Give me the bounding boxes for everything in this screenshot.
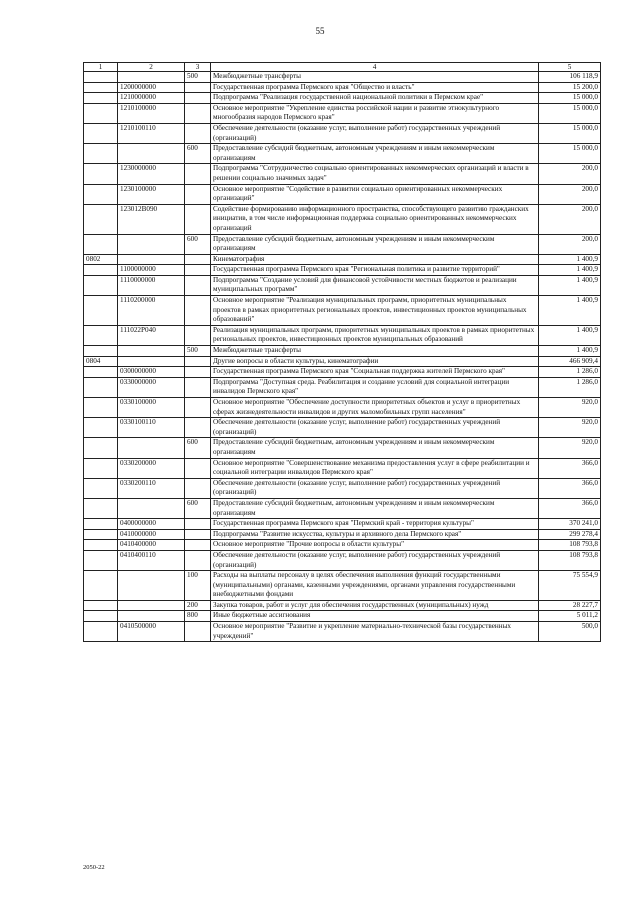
table-row: [84, 498, 601, 518]
table-row: [84, 600, 601, 611]
table-row: [84, 519, 601, 530]
expense-type-cell: [185, 82, 211, 93]
target-code-cell: [118, 611, 185, 622]
table-header-row: [84, 63, 601, 72]
section-cell: [84, 519, 118, 530]
page-number: 55: [315, 26, 325, 36]
header-col-4: 4: [211, 63, 539, 72]
description-cell: Обеспечение деятельности (оказание услуг, выполнение работ) государственных учреждений (организаций): [211, 478, 539, 498]
header-col-2: 2: [118, 63, 185, 72]
section-cell: [84, 458, 118, 478]
target-code-cell: [118, 498, 185, 518]
amount-cell: 1 400,9: [539, 296, 601, 326]
table-row: [84, 103, 601, 123]
description-cell: Основное мероприятие "Обеспечение доступности приоритетных объектов и услуг в приоритетных сферах жизнедеятельности инвалидов и других маломобильных групп населения": [211, 398, 539, 418]
target-code-cell: 0330000000: [118, 377, 185, 397]
expense-type-cell: [185, 204, 211, 234]
expense-type-cell: [185, 164, 211, 184]
table-row: [84, 164, 601, 184]
section-cell: [84, 622, 118, 642]
description-cell: Основное мероприятие "Развитие и укрепление материально-технической базы государственных учреждений": [211, 622, 539, 642]
table-row: [84, 265, 601, 276]
expense-type-cell: [185, 377, 211, 397]
table-row: [84, 611, 601, 622]
section-cell: [84, 164, 118, 184]
table-body: [84, 72, 601, 642]
section-cell: [84, 346, 118, 357]
target-code-cell: [118, 72, 185, 83]
section-cell: [84, 529, 118, 540]
description-cell: Подпрограмма "Сотрудничество социально ориентированных некоммерческих организаций и власти в решении социально значимых задач": [211, 164, 539, 184]
amount-cell: 15 000,0: [539, 144, 601, 164]
amount-cell: 1 400,9: [539, 275, 601, 295]
expense-type-cell: [185, 356, 211, 367]
section-cell: [84, 611, 118, 622]
target-code-cell: 1210000000: [118, 93, 185, 104]
expense-type-cell: 100: [185, 571, 211, 601]
section-cell: [84, 93, 118, 104]
amount-cell: 370 241,0: [539, 519, 601, 530]
expense-type-cell: [185, 93, 211, 104]
table-row: [84, 529, 601, 540]
target-code-cell: 1230100000: [118, 184, 185, 204]
target-code-cell: [118, 356, 185, 367]
table-row: [84, 622, 601, 642]
amount-cell: 15 000,0: [539, 103, 601, 123]
section-cell: [84, 234, 118, 254]
amount-cell: 200,0: [539, 204, 601, 234]
section-cell: [84, 571, 118, 601]
description-cell: Межбюджетные трансферты: [211, 72, 539, 83]
description-cell: Основное мероприятие "Укрепление единства российской нации и развитие этнокультурного многообразия народов Пермского края": [211, 103, 539, 123]
description-cell: Предоставление субсидий бюджетным, автономным учреждениям и иным некоммерческим организациям: [211, 438, 539, 458]
table-row: [84, 275, 601, 295]
amount-cell: 366,0: [539, 478, 601, 498]
target-code-cell: 1100000000: [118, 265, 185, 276]
target-code-cell: [118, 438, 185, 458]
table-row: [84, 72, 601, 83]
expense-type-cell: [185, 540, 211, 551]
target-code-cell: [118, 254, 185, 265]
description-cell: Основное мероприятие "Реализация муниципальных программ, приоритетных муниципальных проектов в рамках приоритетных региональных проектов, инвестиционных проектов муниципальных образований": [211, 296, 539, 326]
expense-type-cell: [185, 478, 211, 498]
expense-type-cell: [185, 519, 211, 530]
description-cell: Обеспечение деятельности (оказание услуг, выполнение работ) государственных учреждений (организаций): [211, 123, 539, 143]
table-row: [84, 367, 601, 378]
description-cell: Государственная программа Пермского края "Общество и власть": [211, 82, 539, 93]
target-code-cell: 1210100110: [118, 123, 185, 143]
target-code-cell: 1200000000: [118, 82, 185, 93]
amount-cell: 920,0: [539, 418, 601, 438]
target-code-cell: 0410000000: [118, 529, 185, 540]
footer-document-code: 2050-22: [83, 864, 105, 871]
table-row: [84, 325, 601, 345]
expense-type-cell: 600: [185, 234, 211, 254]
expense-type-cell: [185, 103, 211, 123]
section-cell: [84, 103, 118, 123]
header-col-1: 1: [84, 63, 118, 72]
section-cell: [84, 498, 118, 518]
section-cell: [84, 123, 118, 143]
amount-cell: 108 793,8: [539, 540, 601, 551]
amount-cell: 366,0: [539, 498, 601, 518]
description-cell: Обеспечение деятельности (оказание услуг, выполнение работ) государственных учреждений (организаций): [211, 550, 539, 570]
amount-cell: 920,0: [539, 438, 601, 458]
description-cell: Межбюджетные трансферты: [211, 346, 539, 357]
expense-type-cell: 600: [185, 498, 211, 518]
section-cell: [84, 265, 118, 276]
target-code-cell: 0410400110: [118, 550, 185, 570]
expense-type-cell: [185, 123, 211, 143]
section-cell: [84, 478, 118, 498]
table-row: [84, 204, 601, 234]
table-row: [84, 571, 601, 601]
target-code-cell: [118, 571, 185, 601]
expense-type-cell: [185, 184, 211, 204]
target-code-cell: 0330200000: [118, 458, 185, 478]
budget-table: [83, 62, 601, 642]
section-cell: [84, 72, 118, 83]
section-cell: [84, 184, 118, 204]
expense-type-cell: [185, 367, 211, 378]
section-cell: [84, 367, 118, 378]
description-cell: Государственная программа Пермского края "Социальная поддержка жителей Пермского края": [211, 367, 539, 378]
amount-cell: 28 227,7: [539, 600, 601, 611]
expense-type-cell: [185, 296, 211, 326]
description-cell: Реализация муниципальных программ, приоритетных муниципальных проектов в рамках приоритетных региональных проектов, инвестиционных проектов муниципальных образований: [211, 325, 539, 345]
amount-cell: 106 118,9: [539, 72, 601, 83]
description-cell: Предоставление субсидий бюджетным, автономным учреждениям и иным некоммерческим организациям: [211, 498, 539, 518]
expense-type-cell: [185, 254, 211, 265]
amount-cell: 200,0: [539, 234, 601, 254]
description-cell: Иные бюджетные ассигнования: [211, 611, 539, 622]
target-code-cell: 1110000000: [118, 275, 185, 295]
section-cell: [84, 82, 118, 93]
section-cell: [84, 144, 118, 164]
table-row: [84, 184, 601, 204]
header-col-3: 3: [185, 63, 211, 72]
description-cell: Основное мероприятие "Содействие в развитии социально ориентированных некоммерческих организаций": [211, 184, 539, 204]
table-row: [84, 356, 601, 367]
target-code-cell: 1210100000: [118, 103, 185, 123]
description-cell: Кинематография: [211, 254, 539, 265]
expense-type-cell: [185, 325, 211, 345]
section-cell: [84, 377, 118, 397]
description-cell: Предоставление субсидий бюджетным, автономным учреждениям и иным некоммерческим организациям: [211, 234, 539, 254]
expense-type-cell: [185, 529, 211, 540]
amount-cell: 200,0: [539, 184, 601, 204]
expense-type-cell: [185, 275, 211, 295]
amount-cell: 466 909,4: [539, 356, 601, 367]
table-row: [84, 254, 601, 265]
description-cell: Подпрограмма "Доступная среда. Реабилитация и создание условий для социальной интеграции инвалидов Пермского края": [211, 377, 539, 397]
section-cell: 0804: [84, 356, 118, 367]
description-cell: Государственная программа Пермского края "Региональная политика и развитие территорий": [211, 265, 539, 276]
target-code-cell: 0330200110: [118, 478, 185, 498]
expense-type-cell: [185, 458, 211, 478]
table-row: [84, 234, 601, 254]
amount-cell: 15 200,0: [539, 82, 601, 93]
expense-type-cell: [185, 398, 211, 418]
table-row: [84, 82, 601, 93]
target-code-cell: 111022P040: [118, 325, 185, 345]
table-row: [84, 346, 601, 357]
description-cell: Основное мероприятие "Прочие вопросы в области культуры": [211, 540, 539, 551]
target-code-cell: 0410400000: [118, 540, 185, 551]
amount-cell: 108 793,8: [539, 550, 601, 570]
section-cell: [84, 296, 118, 326]
target-code-cell: 0330100110: [118, 418, 185, 438]
section-cell: [84, 418, 118, 438]
table-row: [84, 458, 601, 478]
target-code-cell: 0410500000: [118, 622, 185, 642]
expense-type-cell: 200: [185, 600, 211, 611]
header-col-5: 5: [539, 63, 601, 72]
target-code-cell: 1110200000: [118, 296, 185, 326]
amount-cell: 1 400,9: [539, 346, 601, 357]
target-code-cell: [118, 234, 185, 254]
description-cell: Государственная программа Пермского края "Пермский край - территория культуры": [211, 519, 539, 530]
description-cell: Обеспечение деятельности (оказание услуг, выполнение работ) государственных учреждений (организаций): [211, 418, 539, 438]
table-row: [84, 438, 601, 458]
amount-cell: 200,0: [539, 164, 601, 184]
section-cell: [84, 398, 118, 418]
expense-type-cell: 500: [185, 72, 211, 83]
amount-cell: 299 278,4: [539, 529, 601, 540]
table-row: [84, 93, 601, 104]
table-row: [84, 418, 601, 438]
amount-cell: 500,0: [539, 622, 601, 642]
expense-type-cell: [185, 550, 211, 570]
description-cell: Предоставление субсидий бюджетным, автономным учреждениям и иным некоммерческим организациям: [211, 144, 539, 164]
table-row: [84, 123, 601, 143]
table-row: [84, 398, 601, 418]
amount-cell: 1 400,9: [539, 254, 601, 265]
expense-type-cell: 600: [185, 144, 211, 164]
description-cell: Основное мероприятие "Совершенствование механизма предоставления услуг в сфере реабилитации и социальной интеграции инвалидов Пермского края": [211, 458, 539, 478]
description-cell: Подпрограмма "Развитие искусства, культуры и архивного дела Пермского края": [211, 529, 539, 540]
target-code-cell: [118, 144, 185, 164]
section-cell: 0802: [84, 254, 118, 265]
description-cell: Закупка товаров, работ и услуг для обеспечения государственных (муниципальных) нужд: [211, 600, 539, 611]
description-cell: Подпрограмма "Создание условий для финансовой устойчивости местных бюджетов и реализации муниципальных программ": [211, 275, 539, 295]
description-cell: Расходы на выплаты персоналу в целях обеспечения выполнения функций государственными (муниципальными) органами, казенными учреждениями, органами управления государственными внебюджетными фондами: [211, 571, 539, 601]
expense-type-cell: [185, 265, 211, 276]
target-code-cell: 0330100000: [118, 398, 185, 418]
table-row: [84, 478, 601, 498]
section-cell: [84, 550, 118, 570]
amount-cell: 1 286,0: [539, 377, 601, 397]
amount-cell: 15 000,0: [539, 123, 601, 143]
section-cell: [84, 325, 118, 345]
amount-cell: 75 554,9: [539, 571, 601, 601]
expense-type-cell: 600: [185, 438, 211, 458]
amount-cell: 920,0: [539, 398, 601, 418]
section-cell: [84, 540, 118, 551]
amount-cell: 15 000,0: [539, 93, 601, 104]
description-cell: Подпрограмма "Реализация государственной национальной политики в Пермском крае": [211, 93, 539, 104]
amount-cell: 366,0: [539, 458, 601, 478]
amount-cell: 5 011,2: [539, 611, 601, 622]
section-cell: [84, 275, 118, 295]
target-code-cell: 0400000000: [118, 519, 185, 530]
table-row: [84, 296, 601, 326]
section-cell: [84, 204, 118, 234]
amount-cell: 1 286,0: [539, 367, 601, 378]
table-row: [84, 377, 601, 397]
target-code-cell: 1230000000: [118, 164, 185, 184]
target-code-cell: 0300000000: [118, 367, 185, 378]
expense-type-cell: 500: [185, 346, 211, 357]
section-cell: [84, 438, 118, 458]
section-cell: [84, 600, 118, 611]
table-row: [84, 550, 601, 570]
table-row: [84, 144, 601, 164]
table-row: [84, 540, 601, 551]
expense-type-cell: [185, 418, 211, 438]
target-code-cell: [118, 346, 185, 357]
expense-type-cell: 800: [185, 611, 211, 622]
amount-cell: 1 400,9: [539, 325, 601, 345]
amount-cell: 1 400,9: [539, 265, 601, 276]
target-code-cell: 123012B090: [118, 204, 185, 234]
description-cell: Содействие формированию информационного пространства, способствующего развитию гражданских инициатив, в том числе информационная поддержка социально ориентированных некоммерческих организаций: [211, 204, 539, 234]
target-code-cell: [118, 600, 185, 611]
description-cell: Другие вопросы в области культуры, кинематографии: [211, 356, 539, 367]
expense-type-cell: [185, 622, 211, 642]
